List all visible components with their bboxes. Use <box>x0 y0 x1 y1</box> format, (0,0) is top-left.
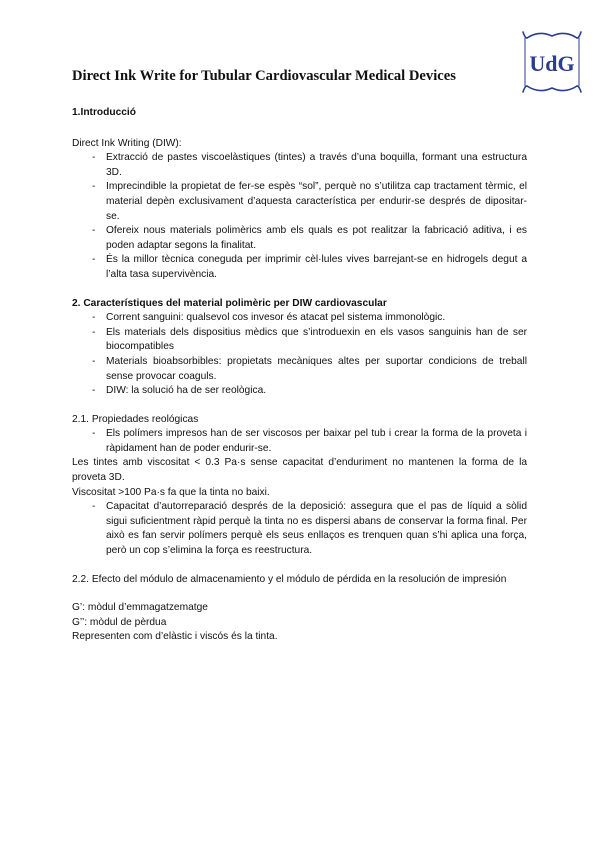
section-2-1-heading: 2.1. Propiedades reológicas <box>72 413 199 425</box>
section-2-1-list <box>72 427 527 456</box>
section-2-2-heading: 2.2. Efecto del módulo de almacenamiento y el módulo de pérdida en la resolución de impresión <box>72 573 507 585</box>
list-item: - Imprecindible la propietat de fer-se espès “sol”, perquè no s’utilitza cap tractament tèrmic, el material depèn exclusivament d’aquesta característica per endurir-se després de dipositar-se. <box>72 180 527 224</box>
section-1-heading: 1.Introducció <box>72 107 136 118</box>
logo-text: UdG <box>529 51 575 76</box>
list-item: - Extracció de pastes viscoelàstiques (tintes) a través d’una boquilla, formant una estructura 3D. <box>72 151 527 180</box>
udg-logo <box>519 26 585 98</box>
document-body <box>72 106 527 645</box>
list-item: - Corrent sanguini: qualsevol cos invesor és atacat pel sistema immonològic. <box>72 311 527 326</box>
list-item: - Els polímers impresos han de ser viscosos per baixar pel tub i crear la forma de la proveta i ràpidament han de poder endurir-se. <box>72 427 527 456</box>
list-item: - Capacitat d’autorreparació després de la deposició: assegura que el pas de líquid a sòlid sigui suficientment ràpid perquè la tinta no es dispersi abans de conservar la forma final. Per això es fan servir polímers perquè els seus enllaços es trenquen quan s’hi aplica una força, però un cop s’elimina la força es reestructura. <box>72 500 527 558</box>
section-2-2-line: G’: mòdul d’emmagatzematge <box>72 602 208 614</box>
list-item: - Materials bioabsorbibles: propietats mecàniques altes per suportar condicions de treball sense provocar coaguls. <box>72 355 527 384</box>
section-2-list <box>72 311 527 399</box>
section-2-1-paragraph: Viscositat >100 Pa·s fa que la tinta no baixi. <box>72 486 270 498</box>
document-title: Direct Ink Write for Tubular Cardiovascular Medical Devices <box>72 68 456 84</box>
list-item: - Ofereix nous materials polimèrics amb els quals es pot realitzar la fabricació aditiva, i es poden adaptar segons la finalitat. <box>72 224 527 253</box>
section-2-2-line: Representen com d’elàstic i viscós és la tinta. <box>72 631 278 643</box>
list-item: - És la millor tècnica coneguda per imprimir cèl·lules vives barrejant-se en hidrogels degut a l’alta tasa supervivència. <box>72 253 527 282</box>
section-1-list <box>72 151 527 282</box>
section-2-1-paragraph: Les tintes amb viscositat < 0.3 Pa·s sense capacitat d’enduriment no mantenen la forma de la proveta 3D. <box>72 457 527 484</box>
section-2-1-list-2 <box>72 500 527 558</box>
section-1-intro: Direct Ink Writing (DIW): <box>72 137 182 149</box>
list-item: - Els materials dels dispositius mèdics que s’introduexin en els vasos sanguinis han de ser biocompatibles <box>72 326 527 355</box>
section-2-heading: 2. Característiques del material polimèric per DIW cardiovascular <box>72 297 387 309</box>
section-2-2-line: G’’: mòdul de pèrdua <box>72 616 167 628</box>
list-item: - DIW: la solució ha de ser reològica. <box>72 384 527 399</box>
